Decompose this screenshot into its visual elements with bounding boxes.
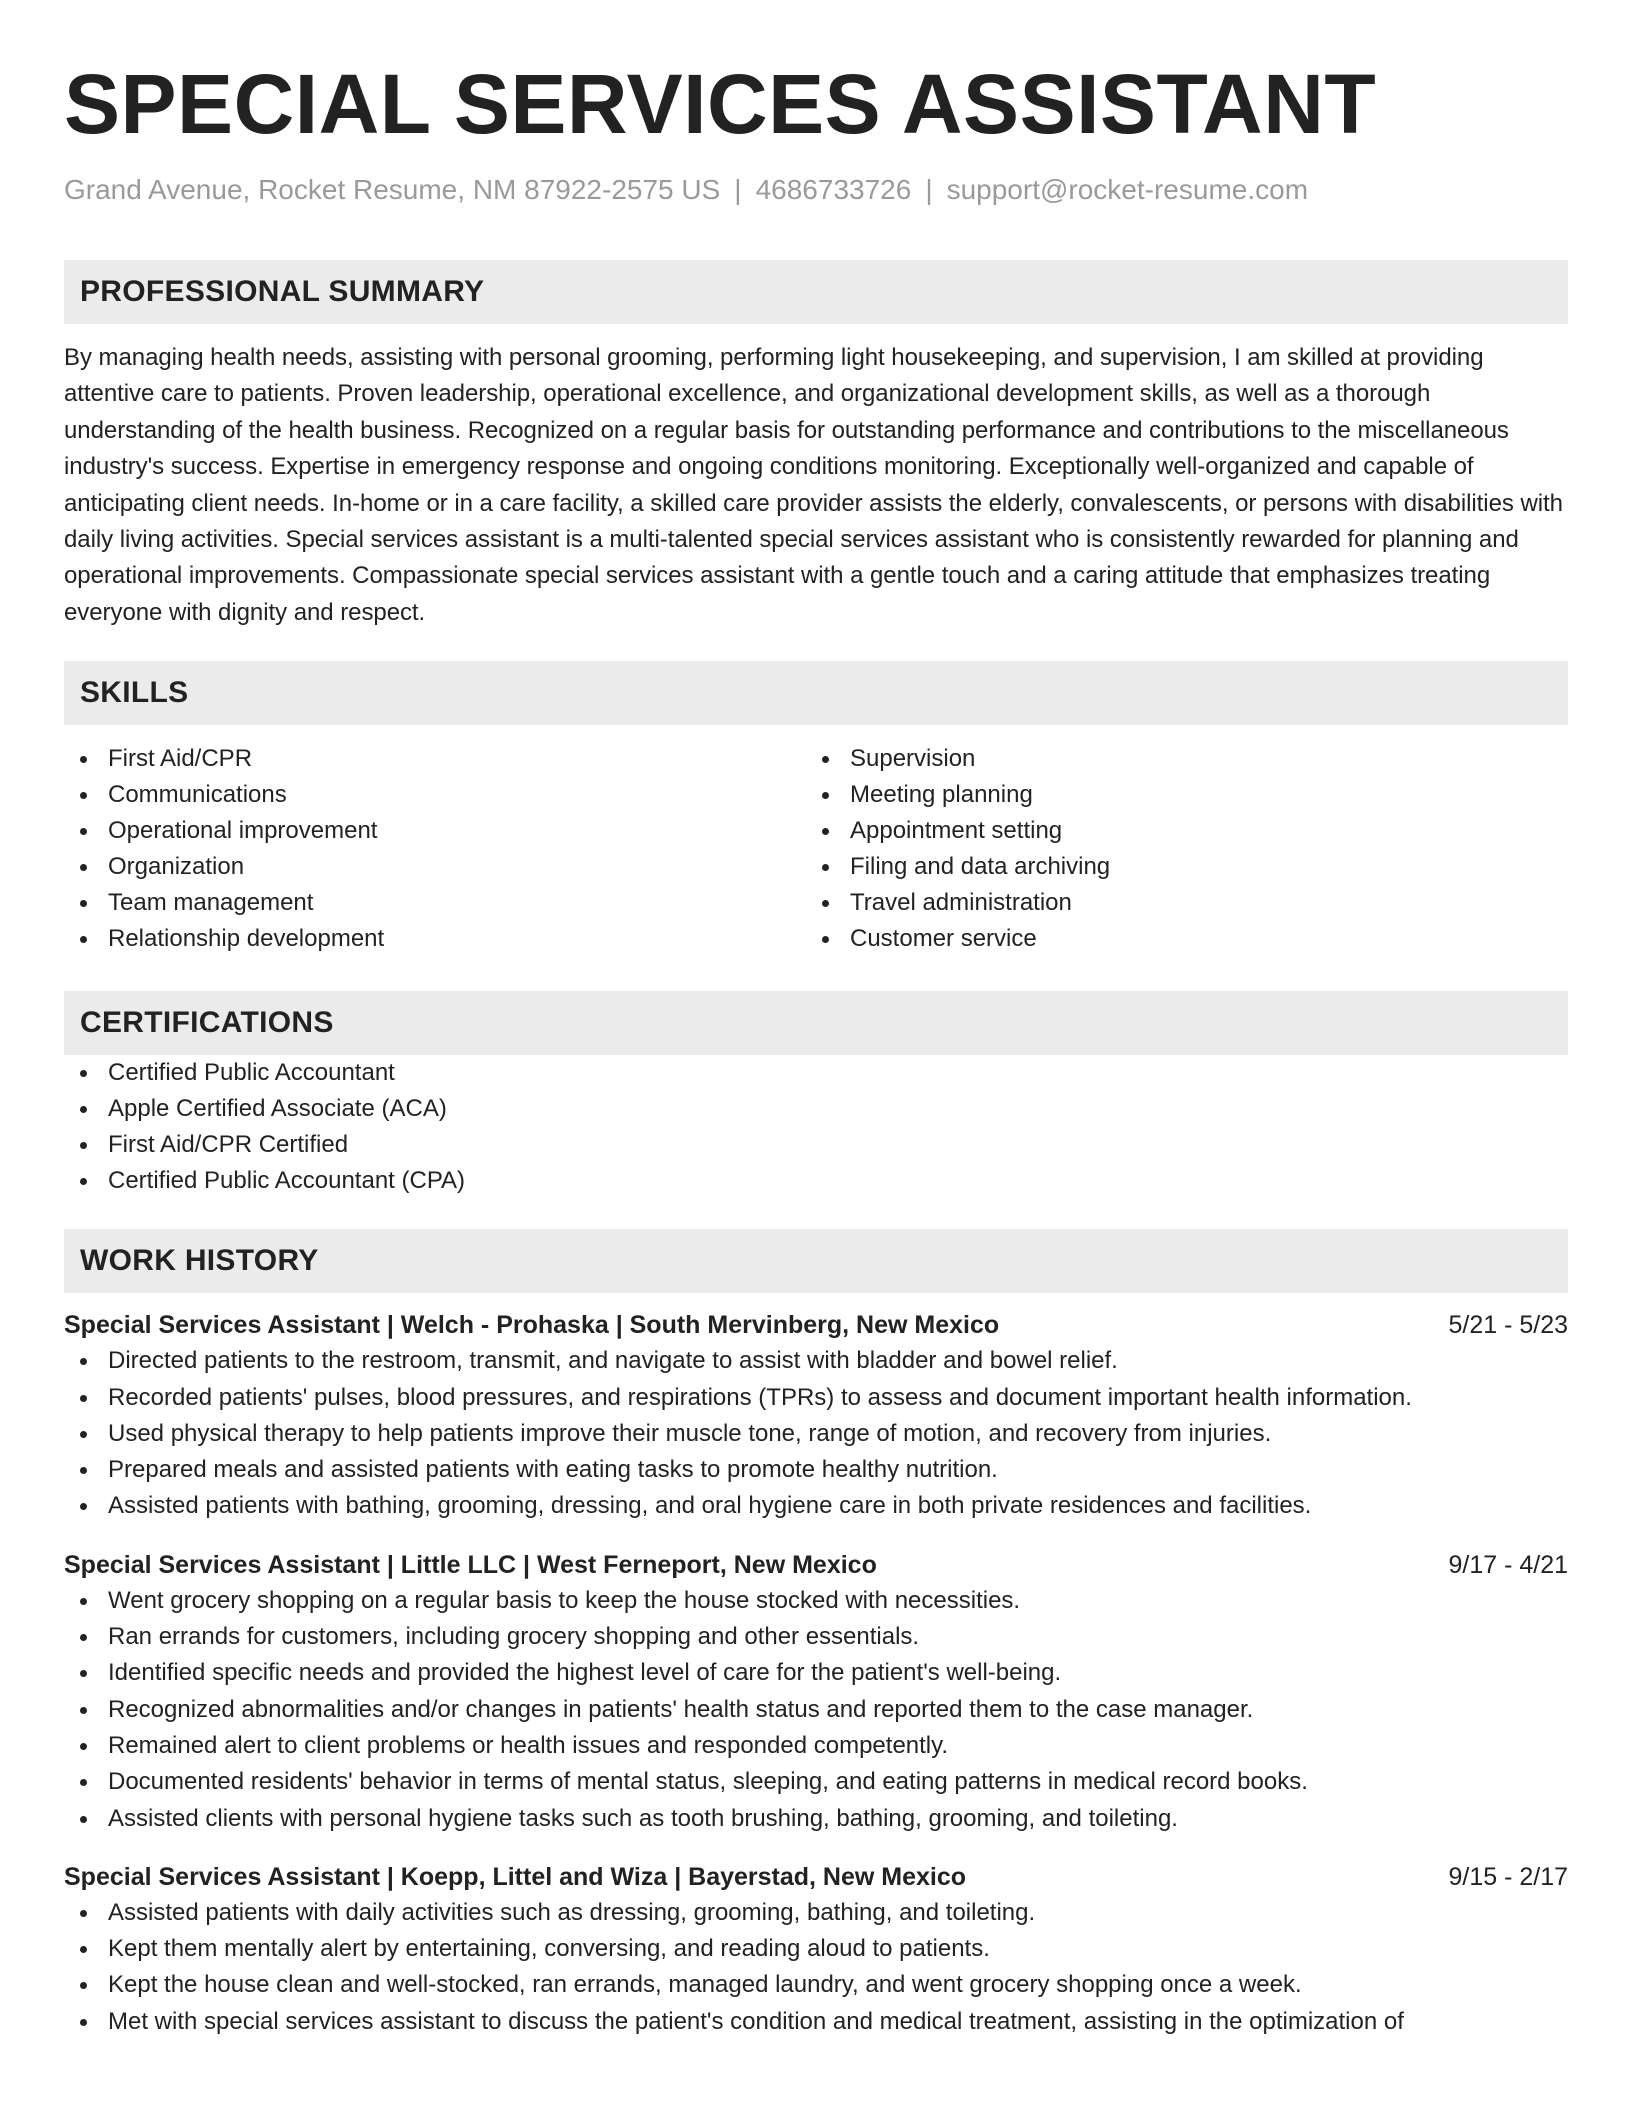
contact-phone: 4686733726 [755, 174, 912, 205]
certification-item: Apple Certified Associate (ACA) [64, 1091, 1568, 1127]
certification-item: Certified Public Accountant [64, 1055, 1568, 1091]
job-bullet: Assisted clients with personal hygiene tasks such as tooth brushing, bathing, grooming, and toileting. [64, 1801, 1568, 1837]
job-bullet: Recorded patients' pulses, blood pressures, and respirations (TPRs) to assess and document important health information. [64, 1380, 1568, 1416]
job-bullet: Remained alert to client problems or health issues and responded competently. [64, 1728, 1568, 1764]
skills-list [64, 741, 1568, 957]
skills-column-left [64, 741, 806, 957]
job-dates: 9/17 - 4/21 [1448, 1550, 1568, 1579]
job-bullet: Kept them mentally alert by entertaining, conversing, and reading aloud to patients. [64, 1931, 1568, 1967]
skill-item: Relationship development [64, 921, 806, 957]
job-bullets [64, 1583, 1568, 1837]
job-header [64, 1307, 1568, 1343]
skill-item: Customer service [806, 921, 1548, 957]
job-bullet: Met with special services assistant to discuss the patient's condition and medical treatment, assisting in the optimization of [64, 2004, 1568, 2040]
contact-address: Grand Avenue, Rocket Resume, NM 87922-2575 US [64, 174, 721, 205]
skills-column-right [806, 741, 1548, 957]
job-bullet: Assisted patients with daily activities such as dressing, grooming, bathing, and toileting. [64, 1895, 1568, 1931]
skill-item: Operational improvement [64, 813, 806, 849]
skill-item: Team management [64, 885, 806, 921]
skill-item: Travel administration [806, 885, 1548, 921]
contact-separator: | [925, 174, 933, 205]
job-bullet: Used physical therapy to help patients improve their muscle tone, range of motion, and recovery from injuries. [64, 1416, 1568, 1452]
job-title: Special Services Assistant | Little LLC | West Ferneport, New Mexico [64, 1550, 877, 1579]
job-bullet: Assisted patients with bathing, grooming, dressing, and oral hygiene care in both private residences and facilities. [64, 1488, 1568, 1524]
certifications-list [64, 1055, 1568, 1199]
job-bullet: Went grocery shopping on a regular basis to keep the house stocked with necessities. [64, 1583, 1568, 1619]
job-entry [64, 1859, 1568, 2040]
job-entry [64, 1307, 1568, 1524]
certifications-heading: CERTIFICATIONS [64, 991, 1568, 1055]
certification-item: Certified Public Accountant (CPA) [64, 1163, 1568, 1199]
job-header [64, 1547, 1568, 1583]
job-entry [64, 1547, 1568, 1837]
job-title: Special Services Assistant | Koepp, Littel and Wiza | Bayerstad, New Mexico [64, 1862, 967, 1891]
job-dates: 9/15 - 2/17 [1448, 1862, 1568, 1891]
job-bullet: Ran errands for customers, including grocery shopping and other essentials. [64, 1619, 1568, 1655]
job-bullets [64, 1343, 1568, 1524]
skill-item: Communications [64, 777, 806, 813]
skill-item: Filing and data archiving [806, 849, 1548, 885]
certification-item: First Aid/CPR Certified [64, 1127, 1568, 1163]
job-bullet: Prepared meals and assisted patients with eating tasks to promote healthy nutrition. [64, 1452, 1568, 1488]
skills-heading: SKILLS [64, 661, 1568, 725]
job-bullet: Identified specific needs and provided the highest level of care for the patient's well-being. [64, 1655, 1568, 1691]
skill-item: Organization [64, 849, 806, 885]
summary-text: By managing health needs, assisting with personal grooming, performing light housekeeping, and supervision, I am skilled at providing attentive care to patients. Proven leadership, operational excellence, and organizational development skills, as well as a thorough understanding of the health business. Recognized on a regular basis for outstanding performance and contributions to the miscellaneous industry's success. Expertise in emergency response and ongoing conditions monitoring. Exceptionally well-organized and capable of anticipating client needs. In-home or in a care facility, a skilled care provider assists the elderly, convalescents, or persons with disabilities with daily living activities. Special services assistant is a multi-talented special services assistant who is consistently rewarded for planning and operational improvements. Compassionate special services assistant with a gentle touch and a caring attitude that emphasizes treating everyone with dignity and respect. [64, 344, 1563, 626]
contact-separator: | [734, 174, 742, 205]
skill-item: Meeting planning [806, 777, 1548, 813]
contact-email[interactable]: support@rocket-resume.com [946, 174, 1309, 205]
work-history-heading: WORK HISTORY [64, 1229, 1568, 1293]
job-title: Special Services Assistant | Welch - Prohaska | South Mervinberg, New Mexico [64, 1311, 1000, 1340]
job-header [64, 1859, 1568, 1895]
job-bullets [64, 1895, 1568, 2040]
skill-item: Supervision [806, 741, 1548, 777]
job-dates: 5/21 - 5/23 [1448, 1311, 1568, 1340]
job-bullet: Directed patients to the restroom, transmit, and navigate to assist with bladder and bowel relief. [64, 1343, 1568, 1379]
candidate-name: SPECIAL SERVICES ASSISTANT [64, 57, 1377, 151]
job-bullet: Kept the house clean and well-stocked, ran errands, managed laundry, and went grocery shopping once a week. [64, 1967, 1568, 2003]
skill-item: Appointment setting [806, 813, 1548, 849]
job-bullet: Documented residents' behavior in terms of mental status, sleeping, and eating patterns in medical record books. [64, 1764, 1568, 1800]
skill-item: First Aid/CPR [64, 741, 806, 777]
contact-line [64, 170, 1568, 210]
summary-heading: PROFESSIONAL SUMMARY [64, 260, 1568, 324]
job-bullet: Recognized abnormalities and/or changes in patients' health status and reported them to the case manager. [64, 1692, 1568, 1728]
